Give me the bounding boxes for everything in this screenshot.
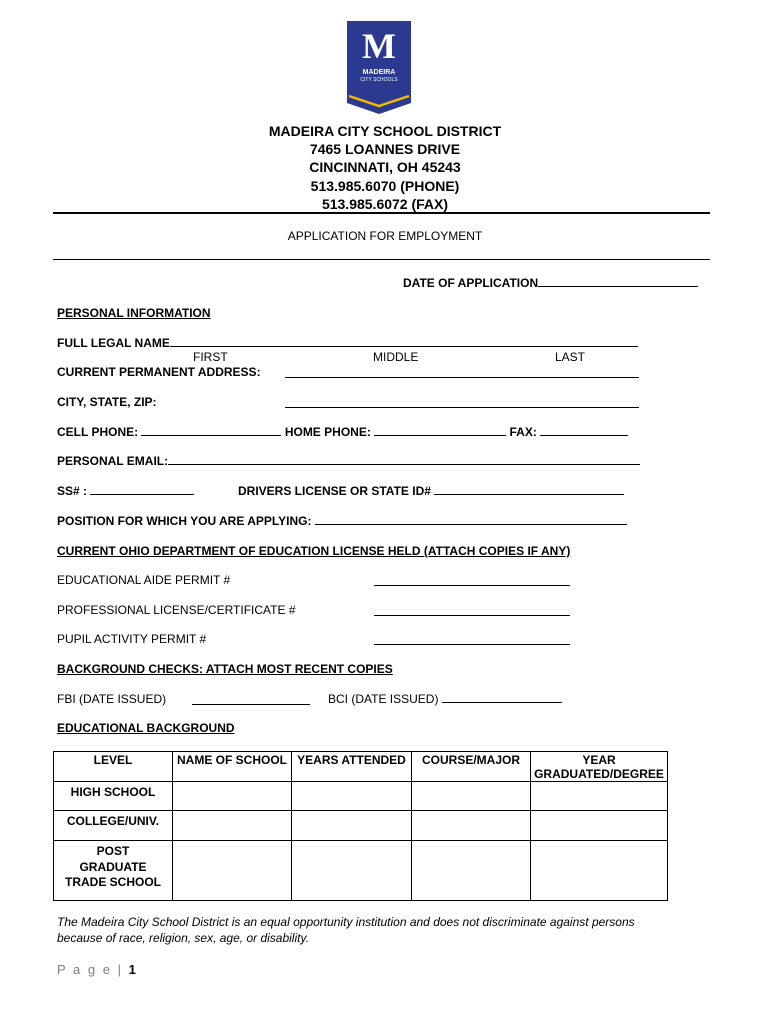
ss-label: SS# : — [57, 484, 88, 498]
email-row — [57, 454, 640, 468]
ss-field[interactable] — [90, 484, 194, 495]
school-cell[interactable] — [173, 811, 292, 841]
course-cell[interactable] — [412, 782, 531, 811]
bci-label: BCI (DATE ISSUED) — [328, 692, 439, 706]
district-fax: 513.985.6072 (FAX) — [321, 195, 449, 212]
page-number: P a g e | 1 — [57, 962, 136, 977]
pupil-permit-label: PUPIL ACTIVITY PERMIT # — [57, 632, 207, 646]
city-state-zip-label: CITY, STATE, ZIP: — [57, 395, 157, 409]
education-row-high-school — [54, 782, 668, 811]
years-cell[interactable] — [292, 841, 412, 901]
education-row-college — [54, 811, 668, 841]
aide-permit-label: EDUCATIONAL AIDE PERMIT # — [57, 573, 231, 587]
license-row — [238, 484, 624, 498]
school-cell[interactable] — [173, 782, 292, 811]
years-cell[interactable] — [292, 811, 412, 841]
email-field[interactable] — [168, 454, 640, 465]
date-of-application[interactable] — [403, 276, 698, 290]
professional-license-label: PROFESSIONAL LICENSE/CERTIFICATE # — [57, 603, 296, 617]
pupil-permit-field[interactable] — [374, 634, 570, 645]
district-header — [0, 122, 770, 213]
education-heading: EDUCATIONAL BACKGROUND — [57, 721, 235, 735]
col-level: LEVEL — [54, 752, 173, 782]
address-field[interactable] — [285, 367, 639, 378]
phone-row — [57, 425, 628, 439]
col-school: NAME OF SCHOOL — [173, 752, 292, 782]
ode-heading: CURRENT OHIO DEPARTMENT OF EDUCATION LICENSE HELD (ATTACH COPIES IF ANY) — [57, 544, 571, 558]
fax-label: FAX: — [509, 425, 537, 439]
background-heading: BACKGROUND CHECKS: ATTACH MOST RECENT COPIES — [57, 662, 393, 676]
ss-row — [57, 484, 194, 498]
city-state-zip-field[interactable] — [285, 397, 639, 408]
logo-line1: MADEIRA — [362, 69, 396, 76]
form-title: APPLICATION FOR EMPLOYMENT — [287, 229, 483, 243]
first-name-caption: FIRST — [193, 350, 228, 364]
col-years: YEARS ATTENDED — [292, 752, 412, 782]
aide-permit-field[interactable] — [374, 575, 570, 586]
full-legal-name-field[interactable] — [170, 336, 638, 347]
madeira-city-schools-logo — [347, 21, 411, 114]
logo-line2: CITY SCHOOLS — [360, 77, 398, 83]
district-city: CINCINNATI, OH 45243 — [309, 159, 461, 176]
home-phone-field[interactable] — [374, 425, 506, 436]
page-num: 1 — [128, 962, 136, 977]
position-field[interactable] — [315, 514, 627, 525]
position-label: POSITION FOR WHICH YOU ARE APPLYING: — [57, 514, 312, 528]
school-cell[interactable] — [173, 841, 292, 901]
full-legal-name-label: FULL LEGAL NAME — [57, 336, 170, 350]
personal-info-heading: PERSONAL INFORMATION — [57, 306, 211, 320]
professional-license-field[interactable] — [374, 605, 570, 616]
fbi-label: FBI (DATE ISSUED) — [57, 692, 167, 706]
course-cell[interactable] — [412, 811, 531, 841]
email-label: PERSONAL EMAIL: — [57, 454, 169, 468]
full-legal-name[interactable] — [57, 336, 638, 350]
fax-field[interactable] — [540, 425, 628, 436]
graduated-cell[interactable] — [531, 782, 668, 811]
date-of-application-field[interactable] — [538, 276, 698, 287]
logo-letter: M — [362, 26, 396, 66]
cell-phone-field[interactable] — [141, 425, 281, 436]
fbi-field[interactable] — [192, 694, 310, 705]
date-of-application-label: DATE OF APPLICATION — [403, 276, 539, 290]
license-label: DRIVERS LICENSE OR STATE ID# — [238, 484, 431, 498]
district-phone: 513.985.6070 (PHONE) — [310, 177, 460, 194]
middle-name-caption: MIDDLE — [373, 350, 419, 364]
col-course: COURSE/MAJOR — [412, 752, 531, 782]
education-table — [53, 751, 668, 901]
home-phone-label: HOME PHONE: — [284, 425, 371, 439]
district-name: MADEIRA CITY SCHOOL DISTRICT — [268, 123, 502, 139]
license-field[interactable] — [434, 484, 624, 495]
graduated-cell[interactable] — [531, 811, 668, 841]
eeo-line-1: The Madeira City School District is an equal opportunity institution and does not discriminate against persons — [57, 915, 635, 929]
course-cell[interactable] — [412, 841, 531, 901]
cell-phone-label: CELL PHONE: — [57, 425, 139, 439]
eeo-line-2: because of race, religion, sex, age, or disability. — [57, 931, 309, 945]
title-divider — [53, 259, 710, 260]
bci-field[interactable] — [442, 692, 562, 703]
district-street: 7465 LOANNES DRIVE — [309, 141, 461, 158]
eeo-statement — [57, 914, 635, 946]
bci-row — [328, 692, 562, 706]
row-level: COLLEGE/UNIV. — [54, 811, 173, 841]
education-row-post-graduate — [54, 841, 668, 901]
last-name-caption: LAST — [555, 350, 586, 364]
row-level: HIGH SCHOOL — [54, 782, 173, 811]
row-level: POST GRADUATE TRADE SCHOOL — [54, 841, 173, 901]
address-label: CURRENT PERMANENT ADDRESS: — [57, 365, 261, 379]
page-label: P a g e — [57, 962, 112, 977]
graduated-cell[interactable] — [531, 841, 668, 901]
education-header-row — [54, 752, 668, 782]
years-cell[interactable] — [292, 782, 412, 811]
col-graduated: YEAR GRADUATED/DEGREE — [531, 752, 668, 782]
header-divider — [53, 212, 710, 214]
position-row — [57, 514, 627, 528]
